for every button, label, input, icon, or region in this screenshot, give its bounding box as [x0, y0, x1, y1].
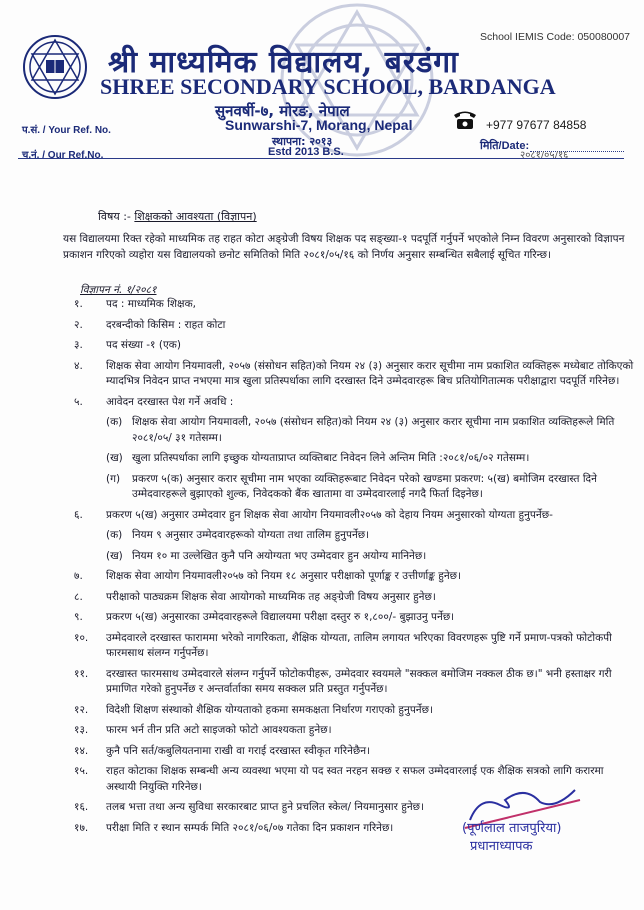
item-number: १.: [74, 298, 83, 310]
item-number: ९.: [74, 611, 83, 623]
list-item: [74, 318, 634, 334]
school-name-nepali: श्री माध्यमिक विद्यालय, बरडंगा: [108, 45, 459, 80]
item-number: १७.: [74, 821, 89, 834]
list-item: [74, 723, 634, 739]
sub-item-text: प्रकरण ५(क) अनुसार करार सूचीमा नाम भएका व्यक्तिहरूबाट निवेदन परेको खण्डमा प्रकरण: ५(ख) बमोजिम दरखास्त दिने उम्मेदवारहरूले बुझाएको शुल्क, निवेदकको बैंक खातामा वा उम्मेदवारलाई नगदै फिर्ता दिइनेछ।: [132, 472, 597, 500]
address-english: Sunwarshi-7, Morang, Nepal: [225, 117, 413, 133]
list-item: [74, 569, 634, 585]
item-text: तलब भत्ता तथा अन्य सुविधा सरकारबाट प्राप्त हुने प्रचलित स्केल/ नियमानुसार हुनेछ।: [106, 801, 425, 813]
item-text: शिक्षक सेवा आयोग नियमावली, २०५७ (संसोधन सहित)को नियम २४ (३) अनुसार करार सूचीमा नाम प्रकाशित व्यक्तिहरू मध्येबाट तोकिएको म्यादभित्र निवेदन प्राप्त नभएमा मात्र खुला प्रतिस्पर्धाका लागि दरखास्त दिने उम्मेदवारहरू बिच प्रतियोगितात्मक परीक्षाद्वारा पदपूर्ति गरिनेछ।: [106, 359, 634, 387]
item-number: ५.: [74, 395, 83, 408]
sub-item-number: (ग): [106, 472, 121, 485]
our-ref-label: च.नं. / Our Ref.No.: [22, 150, 104, 161]
telephone-icon: [452, 108, 478, 130]
item-number: १५.: [74, 765, 89, 777]
established-nepali: स्थापना: २०१३: [272, 135, 333, 148]
item-number: ७.: [74, 570, 83, 582]
school-name-english: SHREE SECONDARY SCHOOL, BARDANGA: [100, 74, 556, 99]
list-item: [74, 610, 634, 626]
item-text: दरबन्दीको किसिम : राहत कोटा: [106, 318, 226, 331]
sub-item-text: नियम १० मा उल्लेखित कुनै पनि अयोग्यता भए उम्मेदवार हुन अयोग्य मानिनेछ।: [132, 549, 427, 562]
subject-line: [98, 209, 257, 224]
item-text: परीक्षाको पाठ्यक्रम शिक्षक सेवा आयोगको माध्यमिक तह अङ्ग्रेजी विषय अनुसार हुनेछ।: [106, 590, 436, 603]
item-number: १०.: [74, 631, 89, 644]
sub-item: [74, 451, 634, 467]
subject-label: विषय :-: [98, 210, 131, 223]
school-logo: [22, 34, 88, 100]
item-text: परीक्षा मिति र स्थान सम्पर्क मिति २०८१/०६/०७ गतेका दिन प्रकाशन गरिनेछ।: [106, 821, 394, 834]
sub-item: [74, 549, 634, 565]
conditions-list: [74, 297, 634, 841]
sub-item: [74, 472, 634, 503]
header-divider: [18, 158, 624, 159]
item-number: १४.: [74, 744, 89, 757]
signatory-name: (पूर्णलाल ताजपुरिया): [462, 821, 562, 836]
subject-text: शिक्षकको आवश्यता (विज्ञापन): [134, 210, 257, 223]
item-number: ३.: [74, 339, 83, 351]
sub-item: [74, 528, 634, 544]
address-nepali: सुनवर्षी-७, मोरङ, नेपाल: [215, 102, 350, 120]
sub-item-number: (क): [106, 416, 123, 428]
sub-item-text: खुला प्रतिस्पर्धाका लागि इच्छुक योग्यताप्राप्त व्यक्तिबाट निवेदन लिने अन्तिम मिति :२०८१/०६/०२ गतेसम्म।: [132, 452, 530, 464]
item-text: प्रकरण ५(ख) अनुसारका उम्मेदवारहरूले विद्यालयमा परीक्षा दस्तुर रु १,८००/- बुझाउनु पर्नेछ।: [106, 611, 455, 623]
item-text: आवेदन दरखास्त पेश गर्ने अवधि :: [106, 395, 234, 408]
item-number: २.: [74, 318, 83, 331]
item-text: प्रकरण ५(ख) अनुसार उम्मेदवार हुन शिक्षक सेवा आयोग नियमावली२०५७ को देहाय नियम अनुसारको योग्यता हुनुपर्नेछ-: [106, 508, 553, 521]
list-item: [74, 508, 634, 524]
item-number: ६.: [74, 508, 83, 521]
item-text: उम्मेदवारले दरखास्त फाराममा भरेको नागरिकता, शैक्षिक योग्यता, तालिम लगायत भरिएका विवरणहरू पुष्टि गर्ने प्रमाण-पत्रको फोटोकपी फारमसाथ संलग्न गर्नुपर्नेछ।: [106, 631, 612, 659]
item-number: ८.: [74, 590, 83, 603]
date-value: २०८१/०५/१६: [520, 150, 569, 161]
phone-number: +977 97677 84858: [486, 118, 587, 132]
sub-item-text: शिक्षक सेवा आयोग नियमावली, २०५७ (संसोधन सहित)को नियम २४ (३) अनुसार करार सूचीमा नाम प्रकाशित व्यक्तिहरूले मिति २०८१/०५/ ३१ गतेसम्म।: [132, 416, 615, 444]
item-text: फारम भर्न तीन प्रति अटो साइजको फोटो आवश्यकता हुनेछ।: [106, 724, 332, 736]
list-item: [74, 338, 634, 354]
item-text: दरखास्त फारमसाथ उम्मेदवारले संलग्न गर्नुपर्ने फोटोकपीहरू, उम्मेदवार स्वयमले "सक्कल बमोजिम नक्कल ठीक छ।" भनी हस्ताक्षर गरी प्रमाणित गरेको हुनुपर्नेछ र अन्तर्वार्ताका समय सक्कल प्रति प्रस्तुत गर्नुपर्नेछ।: [106, 667, 612, 695]
item-text: विदेशी शिक्षण संस्थाको शैक्षिक योग्यताको हकमा समकक्षता निर्धारण गराएको हुनुपर्नेछ।: [106, 703, 433, 716]
your-ref-label: प.सं. / Your Ref. No.: [22, 125, 111, 136]
list-item: [74, 703, 634, 719]
list-item: [74, 297, 634, 313]
sub-item-text: नियम ९ अनुसार उम्मेदवारहरूको योग्यता तथा तालिम हुनुपर्नेछ।: [132, 529, 370, 541]
list-item: [74, 744, 634, 760]
item-number: १३.: [74, 724, 89, 736]
item-text: राहत कोटाका शिक्षक सम्बन्धी अन्य व्यवस्था भएमा यो पद स्वत नरहन सक्छ र सफल उम्मेदवारलाई एक शैक्षिक सत्रको लागि करारमा अस्थायी नियुक्ति गरिनेछ।: [106, 765, 604, 793]
list-item: [74, 359, 634, 390]
item-number: ११.: [74, 667, 89, 680]
item-number: १६.: [74, 801, 89, 813]
item-text: पद संख्या -१ (एक): [106, 339, 181, 351]
item-text: पद : माध्यमिक शिक्षक,: [106, 298, 196, 310]
list-item: [74, 667, 634, 698]
sub-item-number: (ख): [106, 452, 123, 464]
iemis-code: School IEMIS Code: 050080007: [480, 31, 631, 43]
sub-item-number: (ख): [106, 549, 123, 562]
advertisement-number: विज्ञापन नं. १/२०८१: [80, 284, 157, 296]
item-text: कुनै पनि सर्त/कबुलियतनामा राखी वा गराई दरखास्त स्वीकृत गरिनेछैन।: [106, 744, 371, 757]
signatory-title: प्रधानाध्यापक: [470, 839, 533, 854]
item-text: शिक्षक सेवा आयोग नियमावली२०५७ को नियम १८ अनुसार परीक्षाको पूर्णाङ्क र उत्तीर्णाङ्क हुनेछ।: [106, 570, 461, 582]
date-label: मिति/Date:: [480, 140, 530, 152]
sub-item: [74, 415, 634, 446]
list-item: [74, 590, 634, 606]
list-item: [74, 631, 634, 662]
established-english: Estd 2013 B.S.: [268, 146, 344, 158]
sub-item-number: (क): [106, 529, 123, 541]
item-number: १२.: [74, 703, 89, 716]
list-item: [74, 395, 634, 411]
item-number: ४.: [74, 359, 83, 372]
intro-paragraph: यस विद्यालयमा रिक्त रहेको माध्यमिक तह राहत कोटा अङ्ग्रेजी विषय शिक्षक पद सङ्ख्या-१ पदपूर्ति गर्नुपर्ने भएकोले निम्न विवरण अनुसारको विज्ञापन प्रकाशन गरिएको व्यहोरा यस विद्यालयको छनोट समितिको मिति २०८१/०५/१६ को निर्णय अनुसार सम्बन्धित सबैलाई सूचित गरिन्छ।: [63, 233, 625, 261]
